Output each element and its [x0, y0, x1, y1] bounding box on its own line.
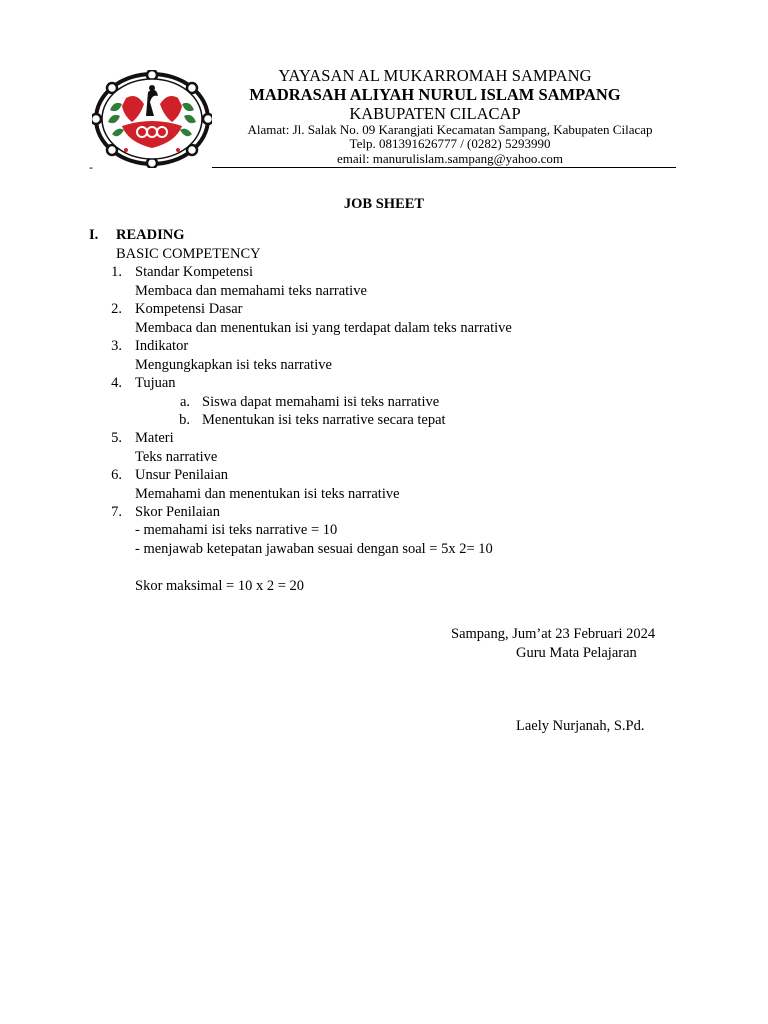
list-item-detail: Memahami dan menentukan isi teks narrative [135, 486, 400, 502]
list-item-number: 6. [111, 467, 122, 483]
list-item-number: 2. [111, 301, 122, 317]
document-title: JOB SHEET [343, 196, 425, 212]
section-heading: READING [116, 227, 185, 243]
school-emblem-icon [92, 70, 212, 168]
list-item-label: Materi [135, 430, 174, 446]
sub-item-text: Siswa dapat memahami isi teks narrative [202, 394, 440, 410]
letterhead-divider [212, 167, 676, 168]
district-name: KABUPATEN CILACAP [349, 104, 521, 123]
sub-item-letter: b. [179, 412, 190, 428]
list-item-label: Kompetensi Dasar [135, 301, 243, 317]
school-phone: Telp. 081391626777 / (0282) 5293990 [349, 136, 551, 151]
list-item-label: Standar Kompetensi [135, 264, 253, 280]
max-score: Skor maksimal = 10 x 2 = 20 [135, 578, 305, 594]
list-item-number: 5. [111, 430, 122, 446]
list-item-detail: Membaca dan memahami teks narrative [135, 283, 367, 299]
score-line: - memahami isi teks narrative = 10 [135, 522, 338, 538]
list-item-label: Unsur Penilaian [135, 467, 229, 483]
signature-name: Laely Nurjanah, S.Pd. [516, 718, 645, 734]
list-item-number: 4. [111, 375, 122, 391]
list-item-label: Indikator [135, 338, 189, 354]
list-item-detail: Mengungkapkan isi teks narrative [135, 357, 332, 373]
sub-item-text: Menentukan isi teks narrative secara tepat [202, 412, 446, 428]
signature-role: Guru Mata Pelajaran [516, 645, 637, 661]
signature-place-date: Sampang, Jum’at 23 Februari 2024 [451, 626, 656, 642]
list-item-detail: Membaca dan menentukan isi yang terdapat dalam teks narrative [135, 320, 512, 336]
stray-mark: - [89, 160, 93, 174]
foundation-name: YAYASAN AL MUKARROMAH SAMPANG [278, 66, 592, 85]
school-name: MADRASAH ALIYAH NURUL ISLAM SAMPANG [249, 85, 621, 104]
section-roman-numeral: I. [89, 227, 99, 243]
school-email: email: manurulislam.sampang@yahoo.com [336, 151, 564, 166]
sub-item-letter: a. [179, 394, 190, 410]
list-item-detail: Teks narrative [135, 449, 218, 465]
score-line: - menjawab ketepatan jawaban sesuai dengan soal = 5x 2= 10 [135, 541, 493, 557]
list-item-label: Tujuan [135, 375, 176, 391]
section-subheading: BASIC COMPETENCY [116, 246, 261, 262]
list-item-number: 1. [111, 264, 122, 280]
school-address: Alamat: Jl. Salak No. 09 Karangjati Kecamatan Sampang, Kabupaten Cilacap [247, 122, 653, 137]
list-item-number: 7. [111, 504, 122, 520]
list-item-label: Skor Penilaian [135, 504, 220, 520]
list-item-number: 3. [111, 338, 122, 354]
